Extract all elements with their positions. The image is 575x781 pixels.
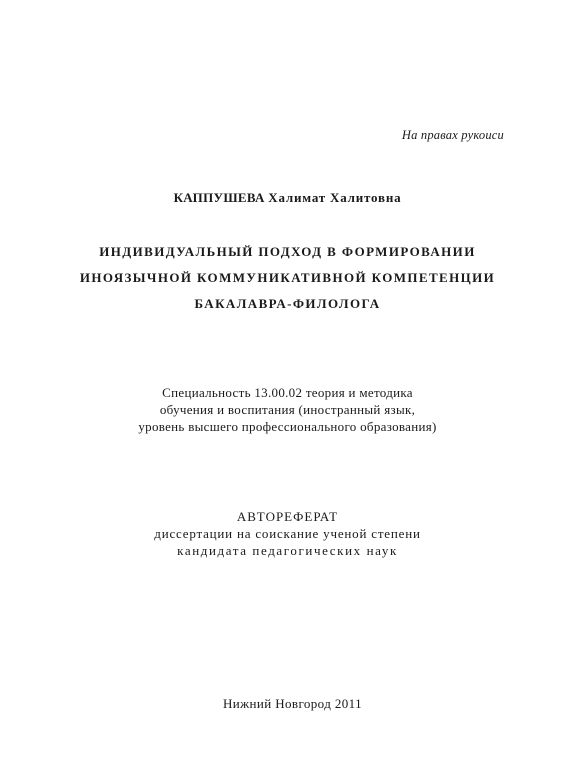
- author-surname: КАППУШЕВА: [173, 190, 265, 205]
- author-name: [0, 190, 575, 206]
- title-line: ИНОЯЗЫЧНОЙ КОММУНИКАТИВНОЙ КОМПЕТЕНЦИИ: [79, 270, 496, 285]
- abstract-block: [0, 508, 575, 559]
- specialty-line: уровень высшего профессионального образования): [138, 419, 437, 434]
- abstract-line: диссертации на соискание ученой степени: [154, 526, 421, 541]
- dissertation-title: [40, 239, 535, 317]
- city-year-footer: Нижний Новгород 2011: [223, 696, 362, 711]
- specialty-block: [0, 384, 575, 435]
- specialty-line: Специальность 13.00.02 теория и методика: [162, 385, 413, 400]
- abstract-line: кандидата педагогических наук: [177, 543, 398, 558]
- title-line: БАКАЛАВРА-ФИЛОЛОГА: [194, 296, 381, 311]
- specialty-line: обучения и воспитания (иностранный язык,: [159, 402, 416, 417]
- abstract-heading: АВТОРЕФЕРАТ: [236, 509, 339, 524]
- manuscript-rights-note: На правах рукоиси: [401, 128, 504, 142]
- title-line: ИНДИВИДУАЛЬНЫЙ ПОДХОД В ФОРМИРОВАНИИ: [99, 244, 476, 259]
- author-given-names: Халимат Халитовна: [268, 190, 402, 205]
